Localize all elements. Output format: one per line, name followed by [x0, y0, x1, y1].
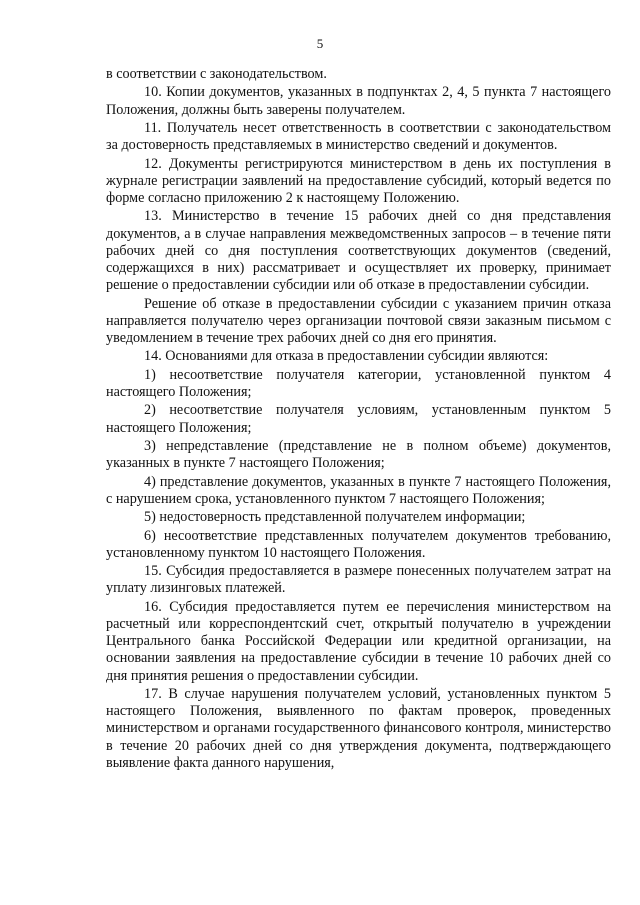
paragraph-10: 10. Копии документов, указанных в подпунктах 2, 4, 5 пункта 7 настоящего Положения, должны быть заверены получателем. [106, 84, 611, 118]
paragraph-15: 15. Субсидия предоставляется в размере понесенных получателем затрат на уплату лизинговых платежей. [106, 563, 611, 597]
list-item-14-2: 2) несоответствие получателя условиям, установленным пунктом 5 настоящего Положения; [106, 402, 611, 436]
list-item-14-4: 4) представление документов, указанных в пункте 7 настоящего Положения, с нарушением срока, установленного пунктом 7 настоящего Положения; [106, 473, 611, 507]
list-item-14-5: 5) недостоверность представленной получателем информации; [144, 509, 526, 526]
document-body [106, 66, 611, 773]
paragraph-11: 11. Получатель несет ответственность в соответствии с законодательством за достоверность представляемых в министерство сведений и документов. [106, 119, 611, 154]
paragraph-14: 14. Основаниями для отказа в предоставлении субсидии являются: [144, 348, 549, 365]
paragraph-12: 12. Документы регистрируются министерством в день их поступления в журнале регистрации заявлений на предоставление субсидий, который ведется по форме согласно приложению 2 к настоящему Положению. [106, 155, 611, 206]
paragraph-continuation: в соответствии с законодательством. [106, 66, 327, 82]
paragraph-17: 17. В случае нарушения получателем условий, установленных пунктом 5 настоящего Положения, выявленного по фактам проверок, проведенных министерством и органами государственного финансового контроля, министерство в течение 20 рабочих дней со дня утверждения документа, подтверждающего выявление факта данного нарушения, [106, 685, 611, 771]
list-item-14-1: 1) несоответствие получателя категории, установленной пунктом 4 настоящего Положения; [106, 366, 611, 400]
paragraph-13: 13. Министерство в течение 15 рабочих дней со дня представления документов, а в случае направления межведомственных запросов – в течение пяти рабочих дней со дня поступления соответствующих документов (сведений, содержащихся в них) рассматривает и осуществляет их проверку, принимает решение о предоставлении субсидии или об отказе в предоставлении субсидии. [106, 208, 611, 294]
paragraph-16: 16. Субсидия предоставляется путем ее перечисления министерством на расчетный или корреспондентский счет, открытый получателю в учреждении Центрального банка Российской Федерации или кредитной организации, на основании заявления на предоставление субсидии в течение 10 рабочих дней со дня принятия решения о предоставлении субсидии. [106, 598, 611, 684]
list-item-14-6: 6) несоответствие представленных получателем документов требованию, установленному пунктом 10 настоящего Положения. [106, 527, 611, 561]
list-item-14-3: 3) непредставление (представление не в полном объеме) документов, указанных в пункте 7 настоящего Положения; [106, 437, 611, 472]
paragraph-13-refusal: Решение об отказе в предоставлении субсидии с указанием причин отказа направляется получателю через организации почтовой связи заказным письмом с уведомлением в течение трех рабочих дней со дня его принятия. [106, 295, 611, 346]
page-number: 5 [316, 36, 324, 51]
